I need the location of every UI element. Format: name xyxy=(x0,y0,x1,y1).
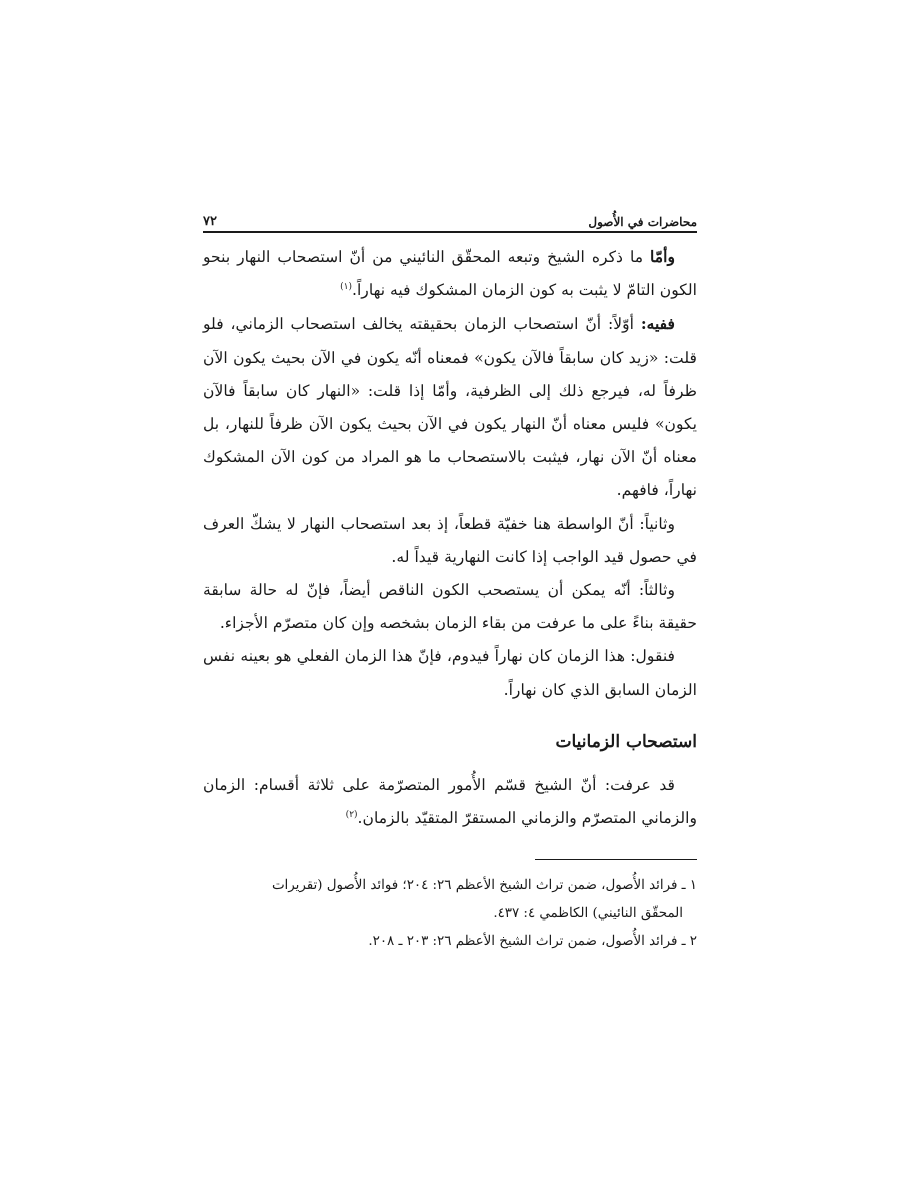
section-heading: استصحاب الزمانيات xyxy=(555,731,697,752)
page-header xyxy=(203,205,697,233)
paragraph-1-lead: وأمّا xyxy=(650,247,675,266)
footnote-2: ٢ ـ فرائد الأُصول، ضمن تراث الشيخ الأعظم ٢٦: ٢٠٣ ـ ٢٠٨. xyxy=(368,934,697,949)
paragraph-5: فنقول: هذا الزمان كان نهاراً فيدوم، فإنّ هذا الزمان الفعلي هو بعينه نفس الزمان السابق الذي كان نهاراً. xyxy=(203,647,697,699)
footnote-ref-1: (١) xyxy=(340,282,352,293)
paragraph-2-text: أوّلاً: أنّ استصحاب الزمان بحقيقته يخالف استصحاب الزماني، فلو قلت: «زيد كان سابقاً فالآن يكون» فمعناه أنّه يكون في الآن بحيث يكون الآن ظرفاً له، فيرجع ذلك إلى الظرفية، وأمّا إذا قلت: «النهار كان سابقاً فالآن يكون» فليس معناه أنّ النهار يكون في الآن بحيث يكون الآن ظرفاً للنهار، بل معناه أنّ الآن نهار، فيثبت بالاستصحاب ما هو المراد من كون الآن المشكوك نهاراً، فافهم. xyxy=(203,315,697,500)
footnote-ref-2: (٢) xyxy=(345,809,358,820)
paragraph-6 xyxy=(203,769,697,835)
footnotes xyxy=(203,872,697,956)
paragraph-1 xyxy=(203,240,697,307)
paragraph-6-text: قد عرفت: أنّ الشيخ قسّم الأُمور المتصرّمة على ثلاثة أقسام: الزمان والزماني المتصرّم والزماني المستقرّ المتقيّد بالزمان. xyxy=(203,775,697,828)
paragraph-1-text: ما ذكره الشيخ وتبعه المحقّق النائيني من أنّ استصحاب النهار بنحو الكون التامّ لا يثبت به كون الزمان المشكوك فيه نهاراً. xyxy=(203,248,697,300)
page-number: ٧٢ xyxy=(203,214,217,229)
main-text xyxy=(203,240,697,835)
paragraph-2 xyxy=(203,307,697,507)
paragraph-4: وثالثاً: أنّه يمكن أن يستصحب الكون الناقص أيضاً، فإنّ له حالة سابقة حقيقة بناءً على ما عرفت من بقاء الزمان بشخصه وإن كان متصرّم الأجزاء. xyxy=(203,581,697,633)
paragraph-2-lead: ففيه: xyxy=(640,314,675,334)
footnote-divider xyxy=(535,859,697,860)
footnote-1-line-1: ١ ـ فرائد الأُصول، ضمن تراث الشيخ الأعظم ٢٦: ٢٠٤؛ فوائد الأُصول (تقريرات xyxy=(271,878,697,893)
footnote-1-line-2: المحقّق النائيني) الكاظمي ٤: ٤٣٧. xyxy=(493,906,683,921)
paragraph-3: وثانياً: أنّ الواسطة هنا خفيّة قطعاً، إذ بعد استصحاب النهار لا يشكّ العرف في حصول قيد الواجب إذا كانت النهارية قيداً له. xyxy=(203,514,697,566)
running-title: محاضرات في الأُصول xyxy=(588,215,697,229)
